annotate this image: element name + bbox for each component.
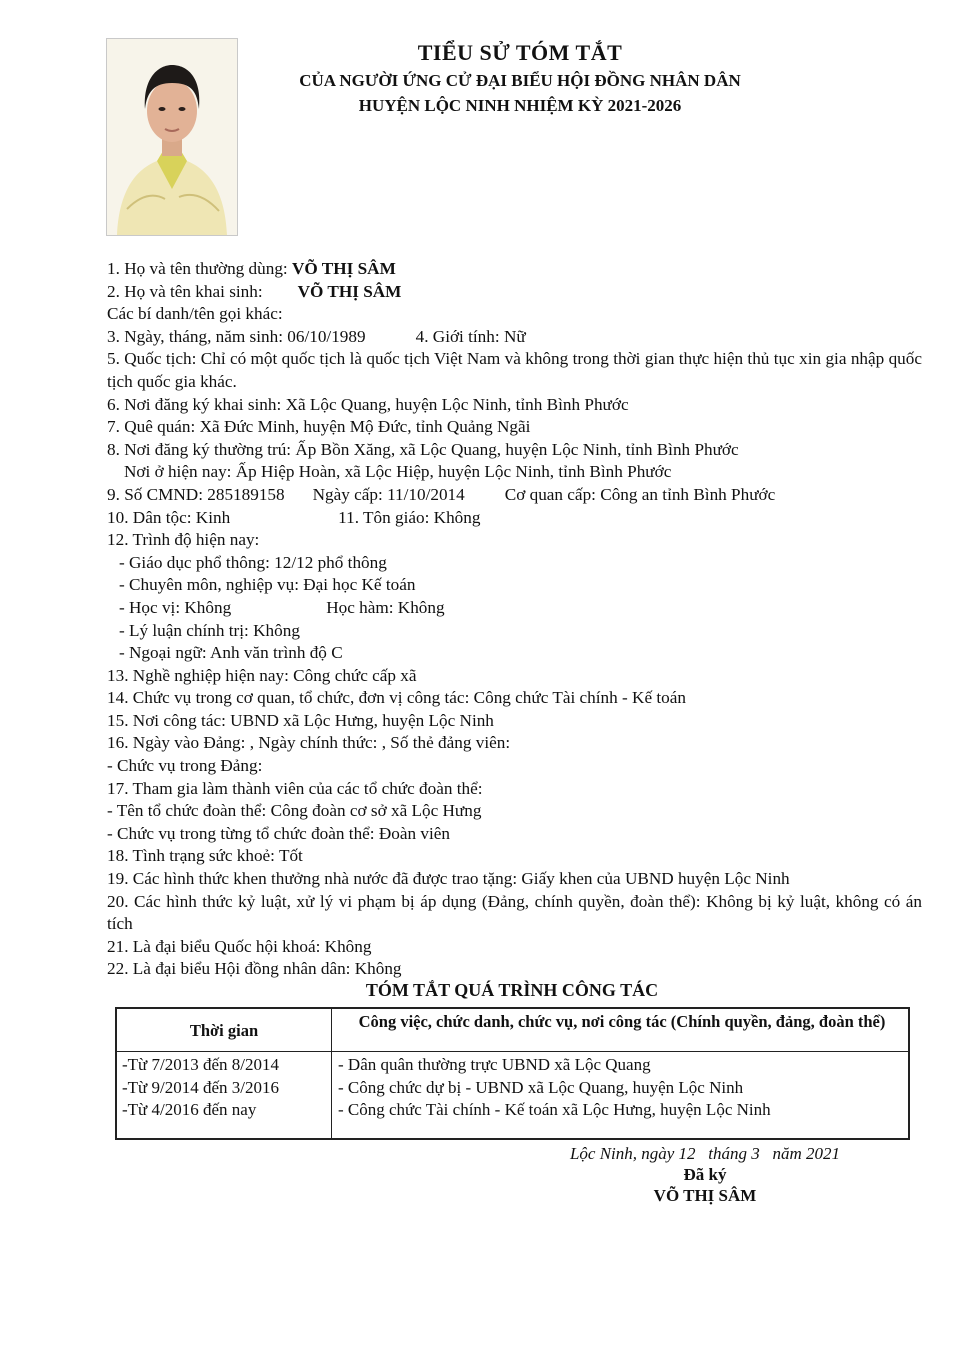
info-line-12b: - Chuyên môn, nghiệp vụ: Đại học Kế toán [119, 575, 416, 595]
info-line-7: 7. Quê quán: Xã Đức Minh, huyện Mộ Đức, tỉnh Quảng Ngãi [107, 417, 531, 437]
work-history-table [115, 1007, 910, 1140]
info-line-5: 5. Quốc tịch: Chỉ có một quốc tịch là quốc tịch Việt Nam và không trong thời gian thực hiện thủ tục xin gia nhập quốc tịch quốc gia khác. [107, 349, 922, 391]
portrait-photo [106, 38, 238, 236]
info-alias: Các bí danh/tên gọi khác: [107, 304, 283, 324]
document-title: TIỂU SỬ TÓM TẮT [417, 40, 623, 65]
table-cell-job: - Công chức Tài chính - Kế toán xã Lộc Hưng, huyện Lộc Ninh [338, 1100, 771, 1120]
table-column-job [338, 1054, 908, 1122]
info-line-22: 22. Là đại biểu Hội đồng nhân dân: Không [107, 959, 402, 979]
info-line-12c: - Học vị: Không Học hàm: Không [119, 597, 445, 617]
signature-status: Đã ký [683, 1165, 727, 1184]
table-column-time [122, 1054, 327, 1122]
table-header-job: Công việc, chức danh, chức vụ, nơi công tác (Chính quyền, đảng, đoàn thể) [358, 1012, 886, 1031]
info-line-12a: - Giáo dục phổ thông: 12/12 phổ thông [119, 552, 387, 572]
document-term: HUYỆN LỘC NINH NHIỆM KỲ 2021-2026 [358, 96, 682, 115]
signature-date: Lộc Ninh, ngày 12 tháng 3 năm 2021 [569, 1144, 841, 1163]
table-cell-job: - Công chức dự bị - UBND xã Lộc Quang, huyện Lộc Ninh [338, 1077, 744, 1097]
info-line-10-11: 10. Dân tộc: Kinh 11. Tôn giáo: Không [107, 507, 481, 527]
table-cell-job: - Dân quân thường trực UBND xã Lộc Quang [338, 1055, 651, 1074]
info-line-12d: - Lý luận chính trị: Không [119, 620, 300, 640]
birth-name: VÕ THỊ SÂM [297, 281, 402, 301]
info-line-2: 2. Họ và tên khai sinh: VÕ THỊ SÂM [107, 281, 402, 301]
info-line-16: 16. Ngày vào Đảng: , Ngày chính thức: , Số thẻ đảng viên: [107, 733, 511, 753]
work-history-title: TÓM TẮT QUÁ TRÌNH CÔNG TÁC [365, 980, 659, 1000]
document-subtitle: CỦA NGƯỜI ỨNG CỬ ĐẠI BIỂU HỘI ĐỒNG NHÂN DÂN [299, 71, 741, 90]
table-header-time: Thời gian [189, 1021, 259, 1040]
info-line-14: 14. Chức vụ trong cơ quan, tổ chức, đơn vị công tác: Công chức Tài chính - Kế toán [107, 688, 686, 708]
info-line-20: 20. Các hình thức kỷ luật, xử lý vi phạm bị áp dụng (Đảng, chính quyền, đoàn thể): Không bị kỷ luật, không có án tích [107, 891, 922, 934]
common-name: VÕ THỊ SÂM [292, 259, 396, 278]
signature-name: VÕ THỊ SÂM [653, 1186, 757, 1205]
info-line-15: 15. Nơi công tác: UBND xã Lộc Hưng, huyện Lộc Ninh [107, 710, 494, 730]
info-line-12e: - Ngoại ngữ: Anh văn trình độ C [119, 643, 343, 663]
table-column-divider [331, 1009, 332, 1138]
info-line-8: 8. Nơi đăng ký thường trú: Ấp Bồn Xăng, xã Lộc Quang, huyện Lộc Ninh, tỉnh Bình Phước [107, 439, 739, 459]
table-cell-time: -Từ 4/2016 đến nay [122, 1100, 257, 1120]
info-line-6: 6. Nơi đăng ký khai sinh: Xã Lộc Quang, huyện Lộc Ninh, tỉnh Bình Phước [107, 394, 629, 414]
table-cell-time: -Từ 9/2014 đến 3/2016 [122, 1077, 280, 1097]
info-line-16b: - Chức vụ trong Đảng: [107, 756, 263, 776]
info-line-19: 19. Các hình thức khen thưởng nhà nước đã được trao tặng: Giấy khen của UBND huyện Lộc Ninh [107, 869, 790, 889]
info-line-18: 18. Tình trạng sức khoẻ: Tốt [107, 846, 303, 866]
info-line-3-4: 3. Ngày, tháng, năm sinh: 06/10/1989 4. Giới tính: Nữ [107, 326, 526, 346]
info-line-17: 17. Tham gia làm thành viên của các tổ chức đoàn thể: [107, 778, 483, 798]
info-line-8b: Nơi ở hiện nay: Ấp Hiệp Hoàn, xã Lộc Hiệp, huyện Lộc Ninh, tỉnh Bình Phước [124, 462, 672, 482]
info-line-1: 1. Họ và tên thường dùng: VÕ THỊ SÂM [107, 259, 396, 278]
info-line-13: 13. Nghề nghiệp hiện nay: Công chức cấp xã [107, 665, 417, 685]
table-header-divider [117, 1051, 908, 1052]
info-line-21: 21. Là đại biểu Quốc hội khoá: Không [107, 936, 372, 956]
info-line-9: 9. Số CMND: 285189158 Ngày cấp: 11/10/2014 Cơ quan cấp: Công an tỉnh Bình Phước [107, 484, 776, 504]
info-line-12: 12. Trình độ hiện nay: [107, 530, 260, 550]
personal-info [107, 258, 922, 981]
info-line-17a: - Tên tổ chức đoàn thể: Công đoàn cơ sở xã Lộc Hưng [107, 801, 482, 821]
info-line-17b: - Chức vụ trong từng tổ chức đoàn thể: Đoàn viên [107, 823, 450, 843]
table-cell-time: -Từ 7/2013 đến 8/2014 [122, 1055, 280, 1074]
